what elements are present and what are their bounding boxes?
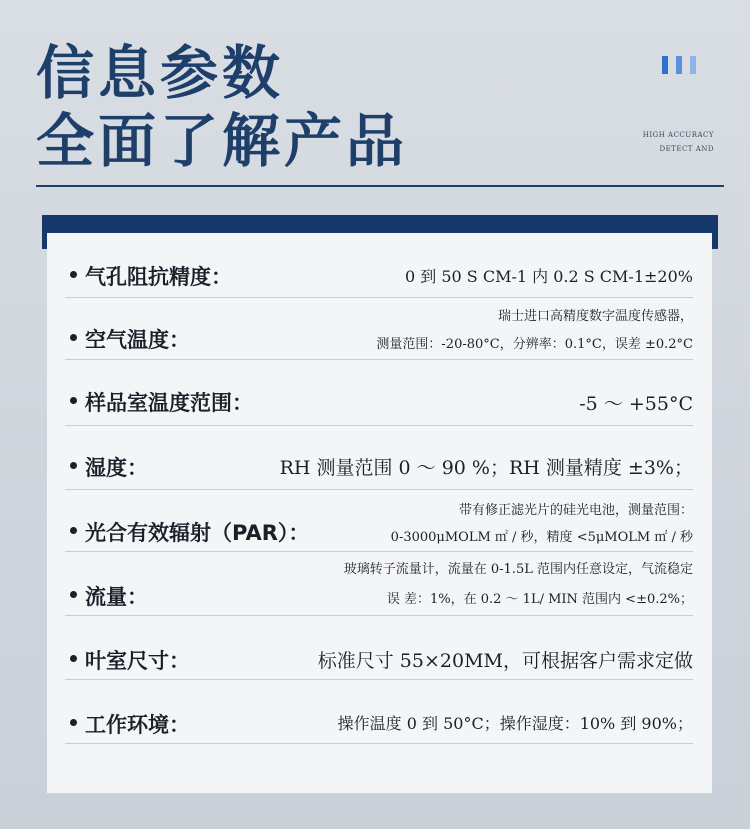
bar-2 xyxy=(676,56,682,74)
bullet-dot xyxy=(70,462,77,469)
spec-value-line1: 玻璃转子流量计，流量在 0-1.5L 范围内任意设定，气流稳定 xyxy=(343,562,693,577)
tagline xyxy=(643,128,714,156)
spec-row-chamber-temperature xyxy=(65,359,693,426)
bullet-dot xyxy=(70,397,77,404)
tagline-line2: DETECT AND xyxy=(659,145,714,153)
spec-value: 0 到 50 S CM-1 内 0.2 S CM-1±20% xyxy=(405,267,693,286)
spec-label: 光合有效辐射（PAR）： xyxy=(85,521,310,545)
bullet-dot xyxy=(70,591,77,598)
spec-label: 湿度： xyxy=(85,456,148,480)
spec-row-stomatal-resistance xyxy=(65,253,693,298)
spec-value-line1: 瑞士进口高精度数字温度传感器， xyxy=(497,309,693,324)
spec-value: 标准尺寸 55×20MM，可根据客户需求定做 xyxy=(317,650,693,672)
bullet-dot xyxy=(70,719,77,726)
tagline-line1: HIGH ACCURACY xyxy=(642,131,714,139)
spec-value-line2: 误 差：1%，在 0.2 ～ 1L/ MIN 范围内 <±0.2%； xyxy=(386,592,693,607)
bullet-dot xyxy=(70,527,77,534)
bar-1 xyxy=(662,56,668,74)
spec-row-humidity xyxy=(65,425,693,490)
spec-value-line1: 带有修正滤光片的硅光电池，测量范围： xyxy=(458,503,693,518)
page-title-line1: 信息参数 xyxy=(36,39,285,107)
bullet-dot xyxy=(70,655,77,662)
bar-3 xyxy=(690,56,696,74)
spec-label: 工作环境： xyxy=(85,713,190,737)
spec-label: 叶室尺寸： xyxy=(85,649,190,673)
decorative-bars xyxy=(662,56,696,74)
spec-value: -5 ～ +55°C xyxy=(579,393,693,415)
page-title-line2: 全面了解产品 xyxy=(36,107,409,175)
spec-row-par xyxy=(65,489,693,552)
bullet-dot xyxy=(70,271,77,278)
spec-row-leaf-chamber-size xyxy=(65,615,693,680)
spec-value-line2: 测量范围：-20-80°C，分辨率：0.1°C，误差 ±0.2°C xyxy=(376,337,693,352)
spec-row-operating-environment xyxy=(65,679,693,744)
spec-label: 流量： xyxy=(85,585,148,609)
spec-label: 样品室温度范围： xyxy=(85,391,253,415)
spec-value: RH 测量范围 0 ～ 90 %；RH 测量精度 ±3%； xyxy=(279,457,693,479)
spec-label: 空气温度： xyxy=(85,328,190,352)
spec-card xyxy=(47,233,712,793)
spec-value-line2: 0-3000μMOLM ㎡ / 秒，精度 <5μMOLM ㎡ / 秒 xyxy=(390,530,693,545)
spec-row-flow xyxy=(65,551,693,616)
bullet-dot xyxy=(70,334,77,341)
spec-label: 气孔阻抗精度： xyxy=(85,265,232,289)
header-divider xyxy=(36,185,724,187)
spec-value: 操作温度 0 到 50°C；操作湿度：10% 到 90%； xyxy=(337,714,693,733)
spec-row-air-temperature xyxy=(65,297,693,360)
